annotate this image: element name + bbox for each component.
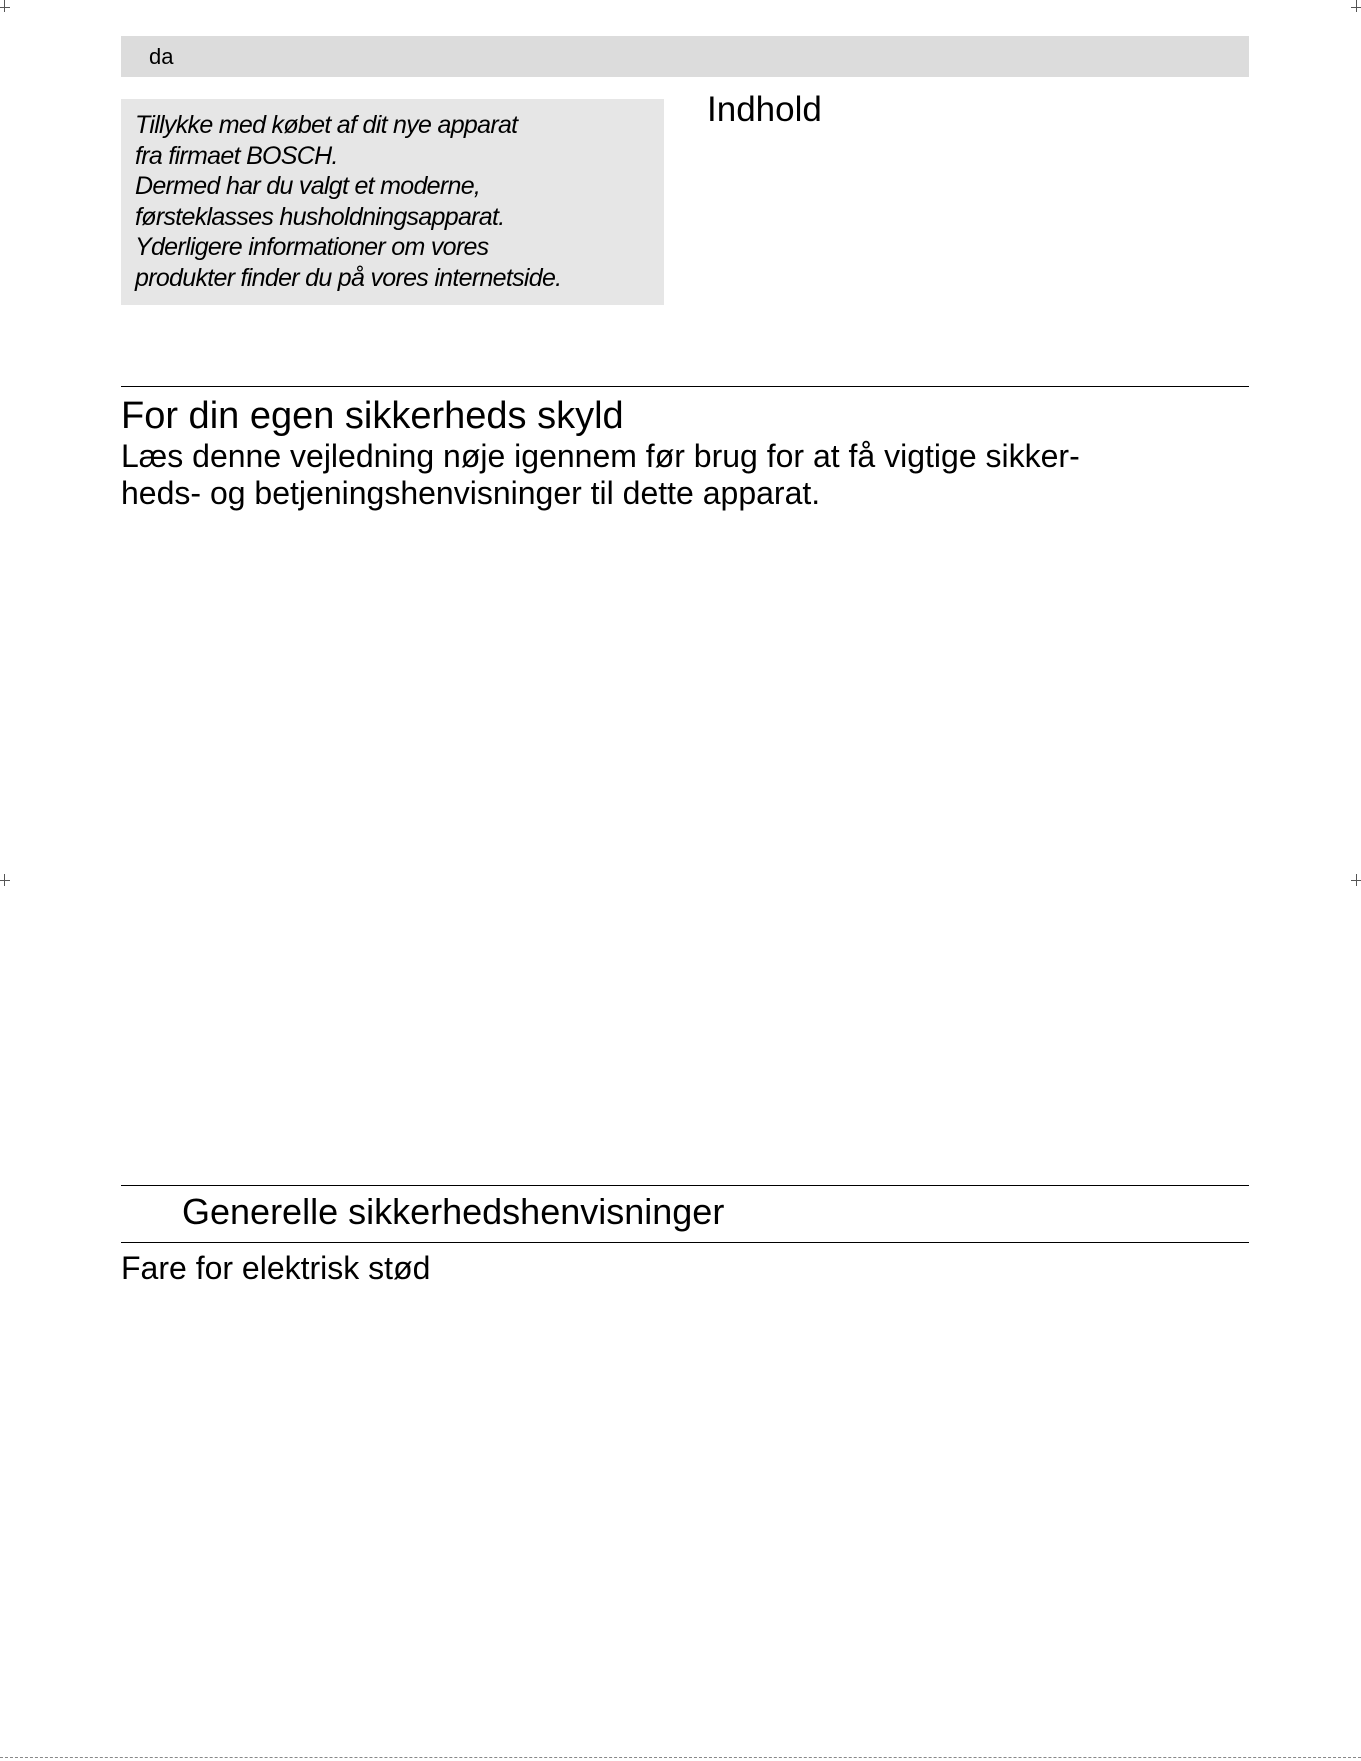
- intro-line: Tillykke med købet af dit nye apparat: [135, 111, 518, 139]
- safety-intro: [121, 438, 1261, 512]
- crop-mark-mid-left-v: [4, 874, 5, 886]
- section-divider: [121, 1242, 1249, 1243]
- intro-line: produkter finder du på vores internetside.: [135, 263, 562, 292]
- toc-title: Indhold: [707, 90, 822, 129]
- language-bar: [121, 36, 1249, 77]
- safety-heading: For din egen sikkerheds skyld: [121, 395, 624, 437]
- crop-mark-top-right-v: [1356, 0, 1357, 12]
- intro-line: Yderligere informationer om vores: [135, 233, 489, 261]
- trim-line: [0, 1757, 1361, 1758]
- intro-line: Dermed har du valgt et moderne,: [135, 172, 481, 200]
- intro-line: førsteklasses husholdningsapparat.: [135, 202, 505, 231]
- general-safety-heading: Generelle sikkerhedshenvisninger: [182, 1191, 725, 1232]
- intro-box: [121, 99, 664, 305]
- safety-intro-line: heds- og betjeningshenvisninger til dette apparat.: [121, 475, 821, 511]
- crop-mark-top-left: [0, 7, 10, 8]
- crop-mark-top-left-v: [4, 0, 5, 12]
- section-divider: [121, 1185, 1249, 1186]
- crop-mark-mid-right-v: [1356, 874, 1357, 886]
- electric-shock-heading: Fare for elektrisk stød: [121, 1250, 431, 1286]
- intro-line: fra firmaet BOSCH.: [135, 141, 338, 170]
- safety-intro-line: Læs denne vejledning nøje igennem før brug for at få vigtige sikker-: [121, 438, 1080, 474]
- language-code: da: [149, 44, 174, 69]
- section-divider: [121, 386, 1249, 387]
- crop-mark-mid-left: [0, 880, 10, 881]
